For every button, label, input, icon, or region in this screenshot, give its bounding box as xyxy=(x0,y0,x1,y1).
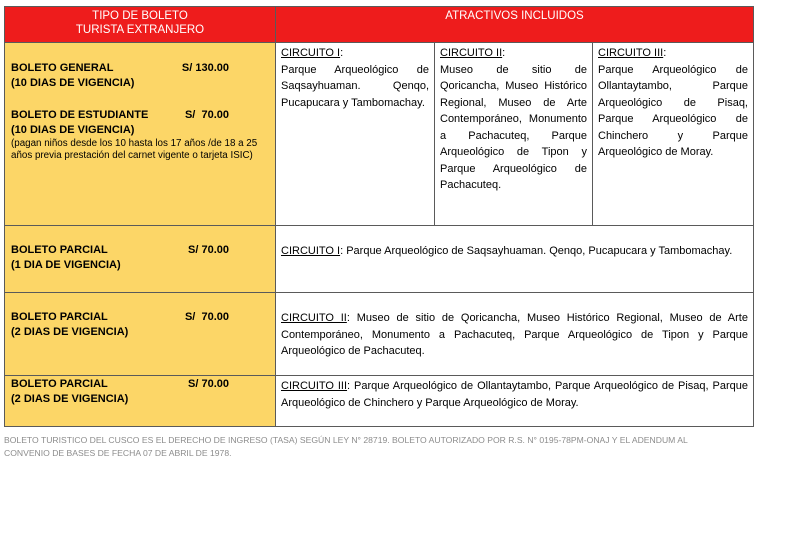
ticket-cell-partial-1 xyxy=(5,226,276,293)
footer-line2: CONVENIO DE BASES DE FECHA 07 DE ABRIL DE 1978. xyxy=(4,448,232,458)
footer-line1: BOLETO TURISTICO DEL CUSCO ES EL DERECHO DE INGRESO (TASA) SEGÚN LEY N° 28719. BOLETO AUTORIZADO POR R.S. N° 0195-78PM-ONAJ Y EL ADENDUM AL xyxy=(4,435,688,445)
circuit-text: Museo de sitio de Qoricancha, Museo Histórico Regional, Museo de Arte Contemporáneo, Monumento a Pachacuteq, Parque Arqueológico de Tipon y Parque Arqueológico de Pachacuteq. xyxy=(281,312,748,357)
circuit-title: CIRCUITO I xyxy=(281,47,341,59)
table-header-row xyxy=(5,7,754,43)
ticket-cell-partial-2a xyxy=(5,293,276,376)
ticket-cell-partial-2b xyxy=(5,376,276,427)
header-ticket-type xyxy=(5,7,276,43)
legal-footer xyxy=(4,434,744,460)
ticket-name: BOLETO DE ESTUDIANTE xyxy=(11,109,149,121)
circuit-title: CIRCUITO III xyxy=(281,380,348,392)
ticket-validity: (2 DIAS DE VIGENCIA) xyxy=(11,393,129,405)
ticket-validity: (2 DIAS DE VIGENCIA) xyxy=(11,326,129,338)
circuit-title: CIRCUITO I xyxy=(281,245,341,257)
circuit-title: CIRCUITO III xyxy=(598,47,664,59)
ticket-validity: (10 DIAS DE VIGENCIA) xyxy=(11,77,135,89)
ticket-name: BOLETO PARCIAL xyxy=(11,378,108,390)
ticket-name: BOLETO GENERAL xyxy=(11,62,114,74)
header-attractions xyxy=(276,7,754,43)
circuit-1-cell: CIRCUITO I: Parque Arqueológico de Saqsayhuaman. Qenqo, Pucapucara y Tambomachay. xyxy=(276,43,435,226)
circuit-text: Parque Arqueológico de Saqsayhuaman. Qenqo, Pucapucara y Tambomachay. xyxy=(346,245,733,257)
ticket-price: S/ 70.00 xyxy=(188,378,229,390)
header-ticket-type-line1: TIPO DE BOLETO xyxy=(92,10,188,22)
circuit-text: Parque Arqueológico de Saqsayhuaman. Qenqo, Pucapucara y Tambomachay. xyxy=(281,63,429,109)
ticket-validity: (1 DIA DE VIGENCIA) xyxy=(11,259,121,271)
ticket-price: S/ 70.00 xyxy=(184,109,229,121)
table-row xyxy=(5,43,754,226)
circuit-wide-cell: CIRCUITO III: Parque Arqueológico de Ollantaytambo, Parque Arqueológico de Pisaq, Parque Arqueológico de Chinchero y Parque Arqueológico de Moray. xyxy=(276,376,754,427)
circuit-title: CIRCUITO II xyxy=(440,47,503,59)
table-row xyxy=(5,376,754,427)
ticket-validity: (10 DIAS DE VIGENCIA) xyxy=(11,124,135,136)
circuit-text: Parque Arqueológico de Ollantaytambo, Parque Arqueológico de Pisaq, Parque Arqueológico de Chinchero y Parque Arqueológico de Moray. xyxy=(598,63,748,158)
circuit-title: CIRCUITO II xyxy=(281,312,347,324)
ticket-name: BOLETO PARCIAL xyxy=(11,244,108,256)
ticket-general-line xyxy=(11,61,269,76)
ticket-name: BOLETO PARCIAL xyxy=(11,311,108,323)
header-attractions-label: ATRACTIVOS INCLUIDOS xyxy=(445,10,584,22)
circuit-wide-cell: CIRCUITO II: Museo de sitio de Qoricancha, Museo Histórico Regional, Museo de Arte Contemporáneo, Monumento a Pachacuteq, Parque Arqueológico de Tipon y Parque Arqueológico de Pachacuteq. xyxy=(276,293,754,376)
student-note: (pagan niños desde los 10 hasta los 17 años /de 18 a 25 años previa prestación del carnet vigente o tarjeta ISIC) xyxy=(11,138,258,161)
circuit-wide-cell: CIRCUITO I: Parque Arqueológico de Saqsayhuaman. Qenqo, Pucapucara y Tambomachay. xyxy=(276,226,754,293)
ticket-price: S/ 130.00 xyxy=(181,62,229,74)
header-ticket-type-line2: TURISTA EXTRANJERO xyxy=(75,24,205,36)
table-row xyxy=(5,226,754,293)
ticket-table xyxy=(4,6,754,427)
ticket-price: S/ 70.00 xyxy=(188,244,229,256)
ticket-student-line xyxy=(11,108,269,123)
circuit-text: Parque Arqueológico de Ollantaytambo, Parque Arqueológico de Pisaq, Parque Arqueológico de Chinchero y Parque Arqueológico de Moray. xyxy=(281,380,748,409)
circuit-text: Museo de sitio de Qoricancha, Museo Histórico Regional, Museo de Arte Contemporáneo, Monumento a Pachacuteq, Parque Arqueológico de Tipon y Parque Arqueológico de Pachacuteq. xyxy=(440,63,587,191)
table-row xyxy=(5,293,754,376)
circuit-3-cell: CIRCUITO III: Parque Arqueológico de Ollantaytambo, Parque Arqueológico de Pisaq, Parque Arqueológico de Chinchero y Parque Arqueológico de Moray. xyxy=(593,43,754,226)
ticket-price: S/ 70.00 xyxy=(184,311,229,323)
circuit-2-cell: CIRCUITO II: Museo de sitio de Qoricancha, Museo Histórico Regional, Museo de Arte Contemporáneo, Monumento a Pachacuteq, Parque Arqueológico de Tipon y Parque Arqueológico de Pachacuteq. xyxy=(435,43,593,226)
ticket-cell-general-student xyxy=(5,43,276,226)
